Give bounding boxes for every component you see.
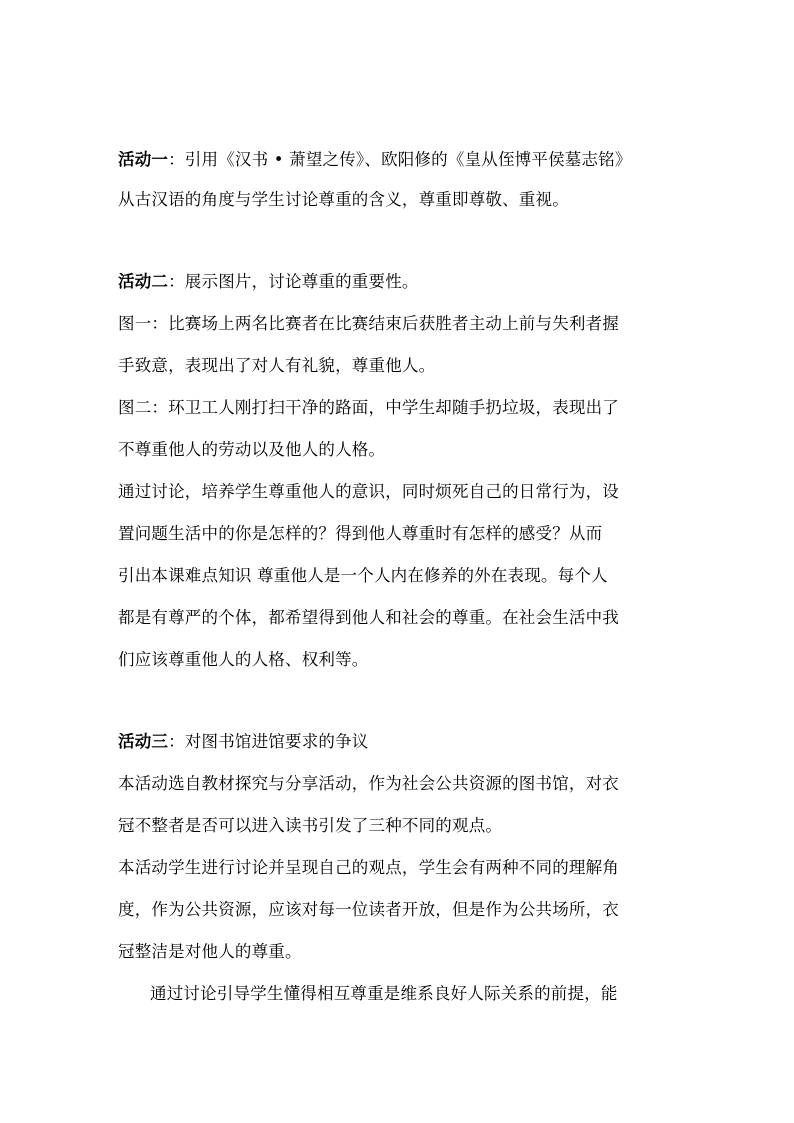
activity2-line: 不尊重他人的劳动以及他人的人格。 bbox=[118, 440, 386, 459]
activity2-heading bbox=[118, 272, 678, 292]
activity3-title-text: ：对图书馆进馆要求的争议 bbox=[168, 732, 369, 751]
activity2-title-text: ：展示图片，讨论尊重的重要性。 bbox=[168, 272, 419, 291]
activity1-line2: 从古汉语的角度与学生讨论尊重的含义，尊重即尊敬、重视。 bbox=[118, 190, 569, 209]
activity3-line: 冠不整者是否可以进入读书引发了三种不同的观点。 bbox=[118, 816, 503, 835]
activity3-line: 本活动选自教材探究与分享活动，作为社会公共资源的图书馆，对衣 bbox=[118, 774, 619, 793]
activity2-line: 都是有尊严的个体，都希望得到他人和社会的尊重。在社会生活中我 bbox=[118, 608, 619, 627]
activity3-line: 度，作为公共资源，应该对每一位读者开放，但是作为公共场所，衣 bbox=[118, 900, 619, 919]
activity2-line: 图二：环卫工人刚打扫干净的路面，中学生却随手扔垃圾，表现出了 bbox=[118, 398, 619, 417]
activity2-line: 手致意，表现出了对人有礼貌，尊重他人。 bbox=[118, 356, 436, 375]
activity3-line: 本活动学生进行讨论并呈现自己的观点，学生会有两种不同的理解角 bbox=[118, 858, 619, 877]
activity1-title: 活动一 bbox=[118, 150, 169, 169]
activity2-line: 置问题生活中的你是怎样的？得到他人尊重时有怎样的感受？从而 bbox=[118, 524, 603, 543]
activity3-line: 冠整洁是对他人的尊重。 bbox=[118, 942, 302, 961]
activity3-heading bbox=[118, 732, 678, 752]
activity2-line: 图一：比赛场上两名比赛者在比赛结束后获胜者主动上前与失利者握 bbox=[118, 314, 619, 333]
activity1-line1 bbox=[118, 150, 678, 170]
activity2-line: 们应该尊重他人的人格、权利等。 bbox=[118, 650, 369, 669]
activity3-final-line: 通过讨论引导学生懂得相互尊重是维系良好人际关系的前提，能 bbox=[150, 984, 618, 1003]
activity3-title: 活动三 bbox=[118, 732, 169, 751]
activity2-line: 引出本课难点知识 尊重他人是一个人内在修养的外在表现。每个人 bbox=[118, 566, 608, 585]
activity2-line: 通过讨论，培养学生尊重他人的意识，同时烦死自己的日常行为，设 bbox=[118, 482, 619, 501]
activity2-title: 活动二 bbox=[118, 272, 169, 291]
activity1-text: ：引用《汉书 • 萧望之传》、欧阳修的《皇从侄博平侯墓志铭》 bbox=[168, 150, 632, 169]
